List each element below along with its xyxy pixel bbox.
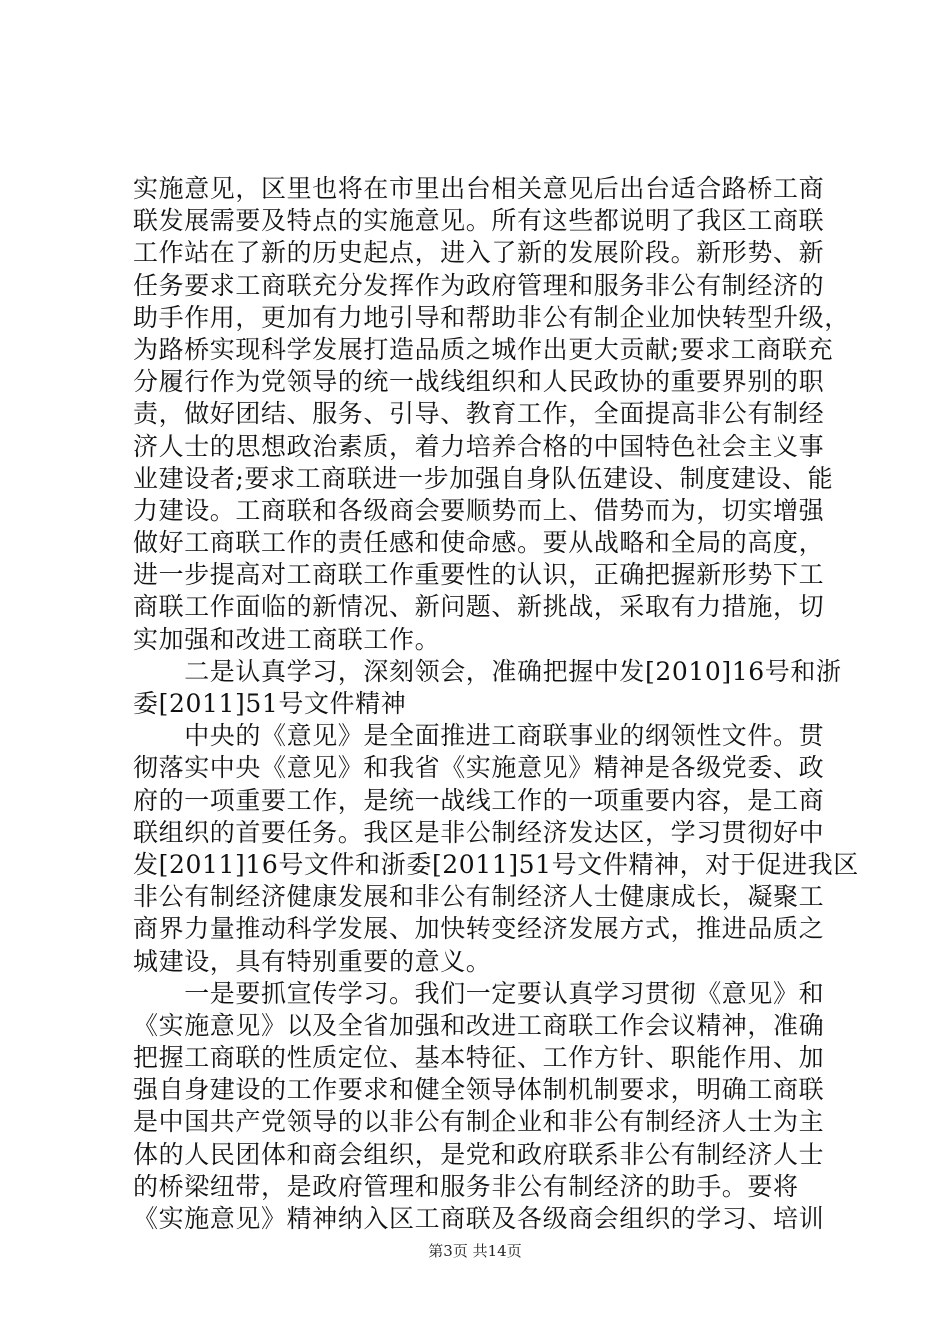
text-line: 强自身建设的工作要求和健全领导体制机制要求，明确工商联 <box>133 1075 825 1105</box>
text-line: 把握工商联的性质定位、基本特征、工作方针、职能作用、加 <box>133 1043 825 1073</box>
text-line: 的桥梁纽带，是政府管理和服务非公有制经济的助手。要将 <box>133 1171 799 1201</box>
text-line: 是中国共产党领导的以非公有制企业和非公有制经济人士为主 <box>133 1107 825 1137</box>
text-line: 委[2011]51号文件精神 <box>133 689 407 718</box>
text-line: 任务要求工商联充分发挥作为政府管理和服务非公有制经济的 <box>133 270 825 300</box>
text-line: 府的一项重要工作，是统一战线工作的一项重要内容，是工商 <box>133 785 825 815</box>
text-line: 业建设者;要求工商联进一步加强自身队伍建设、制度建设、能 <box>133 463 834 493</box>
text-line: 联发展需要及特点的实施意见。所有这些都说明了我区工商联 <box>133 206 825 236</box>
text-line: 商联工作面临的新情况、新问题、新挑战，采取有力措施，切 <box>133 592 825 622</box>
text-line: 助手作用，更加有力地引导和帮助非公有制企业加快转型升级， <box>133 302 850 332</box>
text-line: 《实施意见》以及全省加强和改进工商联工作会议精神，准确 <box>133 1010 825 1040</box>
text-line: 一是要抓宣传学习。我们一定要认真学习贯彻《意见》和 <box>133 978 825 1008</box>
text-line: 城建设，具有特别重要的意义。 <box>133 946 492 976</box>
text-line: 中央的《意见》是全面推进工商联事业的纲领性文件。贯 <box>133 721 825 751</box>
text-line: 责，做好团结、服务、引导、教育工作，全面提高非公有制经 <box>133 399 825 429</box>
page-footer: 第3页 共14页 <box>428 1242 522 1260</box>
text-line: 济人士的思想政治素质，着力培养合格的中国特色社会主义事 <box>133 431 825 461</box>
text-line: 做好工商联工作的责任感和使命感。要从战略和全局的高度， <box>133 528 825 558</box>
text-line: 发[2011]16号文件和浙委[2011]51号文件精神，对于促进我区 <box>133 849 859 879</box>
text-line: 非公有制经济健康发展和非公有制经济人士健康成长，凝聚工 <box>133 882 825 912</box>
text-line: 商界力量推动科学发展、加快转变经济发展方式，推进品质之 <box>133 914 825 944</box>
text-line: 实施意见，区里也将在市里出台相关意见后出台适合路桥工商 <box>133 174 825 203</box>
text-line: 力建设。工商联和各级商会要顺势而上、借势而为，切实增强 <box>133 495 825 525</box>
text-line: 工作站在了新的历史起点，进入了新的发展阶段。新形势、新 <box>133 238 825 268</box>
text-line: 进一步提高对工商联工作重要性的认识，正确把握新形势下工 <box>133 560 825 590</box>
text-line: 为路桥实现科学发展打造品质之城作出更大贡献;要求工商联充 <box>133 334 834 364</box>
text-line: 分履行作为党领导的统一战线组织和人民政协的重要界别的职 <box>133 367 825 397</box>
text-line: 二是认真学习，深刻领会，准确把握中发[2010]16号和浙 <box>133 656 842 686</box>
text-line: 实加强和改进工商联工作。 <box>133 624 441 654</box>
text-line: 《实施意见》精神纳入区工商联及各级商会组织的学习、培训 <box>133 1204 825 1233</box>
text-line: 联组织的首要任务。我区是非公制经济发达区，学习贯彻好中 <box>133 817 825 847</box>
document-body <box>133 173 859 1235</box>
text-line: 彻落实中央《意见》和我省《实施意见》精神是各级党委、政 <box>133 753 825 783</box>
text-line: 体的人民团体和商会组织，是党和政府联系非公有制经济人士 <box>133 1139 825 1169</box>
